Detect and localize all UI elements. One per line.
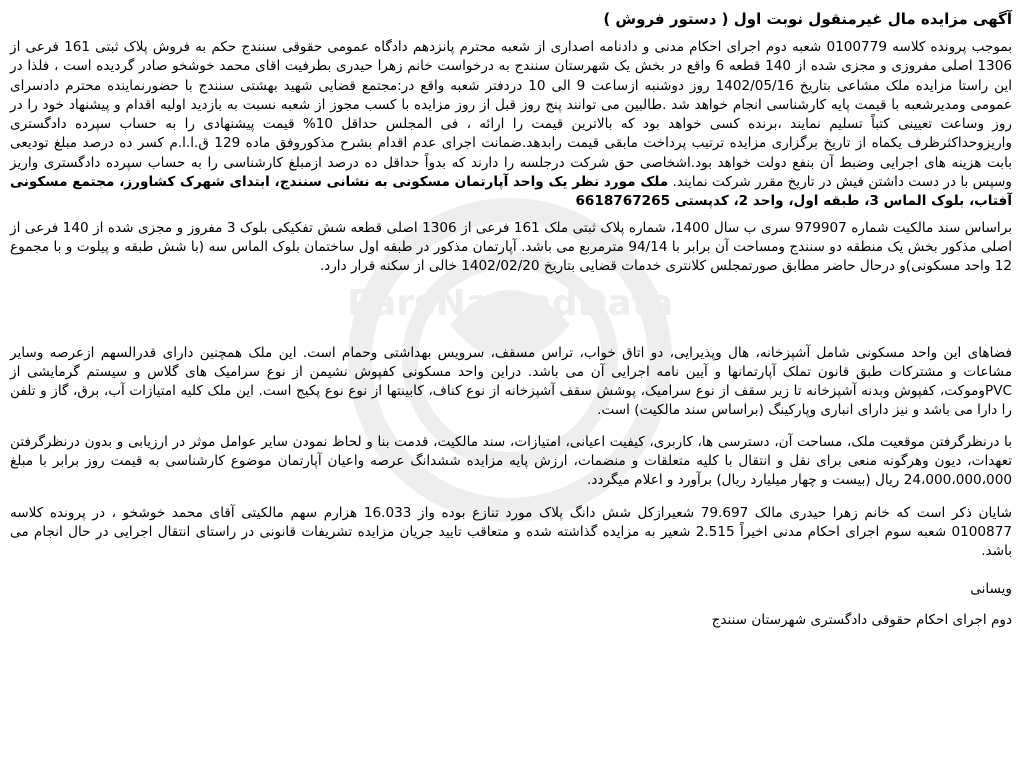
property-address-text: ملک مورد نظر یک واحد آپارتمان مسکونی به نشانی سنندج، ابتدای شهرک کشاورز، مجتمع مسکونی آفتاب، بلوک الماس 3، طبقه اول، واحد 2، کدپستی 6618767265 xyxy=(10,174,1012,210)
notice-paragraph-deed: براساس سند مالکیت شماره 979907 سری ب سال 1400، شماره پلاک ثبتی ملک 161 فرعی از 1306 اصلی قطعه شش تفکیکی بلوک 3 مفروز و مجزی شده از 140 فرعی از اصلی مذکور بخش یک منطقه دو سنندج ومساحت آن برابر با 94/14 مترمربع می باشد. آپارتمان مذکور در طبقه اول ساختمان بلوک الماس سه (با شش طبقه و پیلوت و با مجموع 12 واحد مسکونی)و درحال حاضر مطابق صورتمجلس کلانتری خدمات قضایی بتاریخ 1402/02/20 خالی از سکنه قرار دارد. xyxy=(10,219,1013,275)
notice-title: آگهی مزایده مال غیرمنقول نوبت اول ( دستور فروش ) xyxy=(603,10,1012,28)
notice-paragraph-features: فضاهای این واحد مسکونی شامل آشپزخانه، هال وپذیرایی، دو اتاق خواب، تراس مسقف، سرویس بهداشتی وحمام است. این ملک همچنین دارای قدرالسهم ازعرصه وسایر مشاعات و مشترکات طبق قانون تملک آپارتمانها و آیین نامه اجرایی آن می باشد. دراین واحد مسکونی کفپوش نشیمن از نوع سرامیک های گلاس و سیستم گرمایشی از PVCوموکت، کفپوش وبدنه آشپزخانه تا زیر سقف از نوع سرامیک، پوشش سقف آشپزخانه از نوع کناف، کابینتها از نوع نوع پکیج است. این ملک کلیه امتیازات آب، برق، گاز و تلفن را دارا می باشد و نیز دارای انباری وپارکینگ (براساس سند مالکیت) است. xyxy=(10,344,1012,419)
notice-paragraph-valuation: با درنظرگرفتن موقعیت ملک، مساحت آن، دسترسی ها، کاربری، کیفیت اعیانی، امتیازات، سند مالکیت، قدمت بنا و لحاظ نمودن سایر عوامل موثر در ارزیابی و بدون درنظرگرفتن تعهدات، دیون وهرگونه منعی برای نقل و انتقال با کلیه متعلقات و منضمات، ارزش پایه مزایده ششدانگ عرصه واعیان آپارتمان موضوع کارشناسی به قیمت روز برابر با مبلغ 24،000،000،000 ریال (بیست و چهار میلیارد ریال) برآورد و اعلام میگردد. xyxy=(10,433,1012,489)
notice-signature: دوم اجرای احکام حقوقی دادگستری شهرستان سنندج xyxy=(711,611,1012,628)
notice-paragraph-auction-terms xyxy=(10,38,1012,212)
notice-paragraph-ownership: شایان ذکر است که خانم زهرا حیدری مالک 79.697 شعیرازکل شش دانگ پلاک مورد تنازع بوده واز 16.033 هزارم سهم مالکیتی آقای محمد خوشخو ، در پرونده کلاسه 0100877 شعبه سوم اجرای احکام مدنی اخیراً 2.515 شعیر به مزایده گذاشته شده و متعاقب تایید جریان مزایده تشریفات قانونی در راستای انتقال اجرایی در حال انجام می باشد. xyxy=(10,504,1012,560)
notice-greeting: ویسانی xyxy=(970,580,1012,597)
watermark-text: ParsNamadData xyxy=(346,283,674,324)
auction-terms-text: بموجب پرونده کلاسه 0100779 شعبه دوم اجرای احکام مدنی و دادنامه اصداری از شعبه محترم پانزدهم دادگاه عمومی حقوقی سنندج حکم به فروش پلاک ثبتی 161 فرعی از 1306 اصلی مفروزی و مجزی شده از 140 قطعه 6 واقع در بخش یک شهرستان سنندج به درخواست خانم زهرا حیدری بطرفیت اقای محمد خوشخو صادر گردیده است ، فلذا در این راستا مزایده ملک مشاعی بتاریخ 1402/05/16 روز دوشنبه ازساعت 9 الی 10 دردفتر شعبه واقع در:مجتمع قضایی شهید بهشتی سنندج با حضورنماینده محترم دادسرای عمومی ومدیرشعبه با قیمت پایه کارشناسی انجام خواهد شد .طالبین می توانند پنج روز قبل از روز مزایده با کسب مجوز از شعبه نسبت به بازدید اولیه اقدام و پیشنهاد خود را در روز وساعت تعیینی کتباً تسلیم نمایند ،برنده کسی خواهد بود که بالاترین قیمت را ارائه ، فی المجلس حداقل 10% قیمت پیشنهادی را به حساب سپرده دادگستری واریزوحداکثرظرف یکماه از تاریخ برگزاری مزایده ترتیب پرداخت مابقی قیمت رابدهد.ضمانت اجرای عدم اقدام بشرح مذکوروفق ماده 129 ق.ا.ا.م کسر ده درصد مبلغ تودیعی بابت هزینه های اجرایی وضبط آن بنفع دولت خواهد بود.اشخاصی حق شرکت درجلسه را دارند که بدواً حداقل ده درصد ازمبلغ کارشناسی را به حساب سپرده دادگستری واریز وسپس با در دست داشتن فیش در تاریخ مقرر شرکت نمایند. xyxy=(10,39,1013,191)
